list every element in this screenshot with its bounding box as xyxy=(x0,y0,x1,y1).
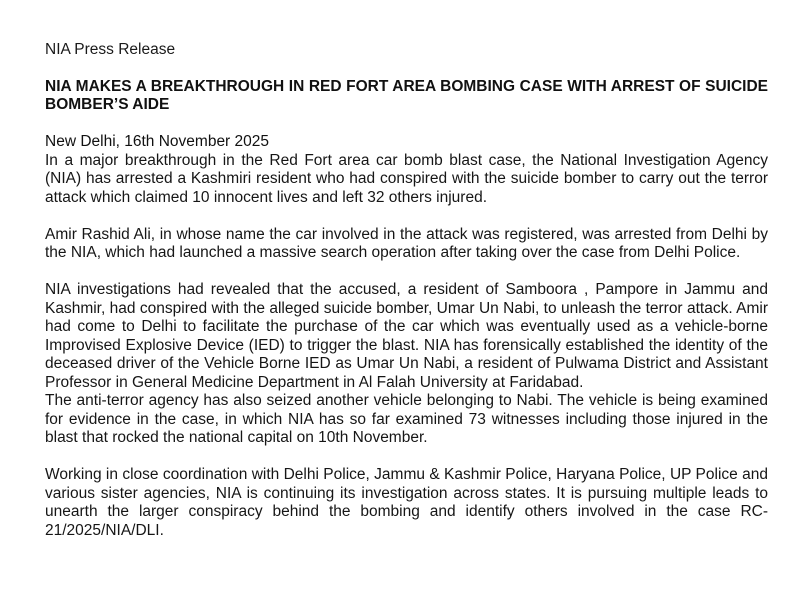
paragraph-3: NIA investigations had revealed that the accused, a resident of Samboora , Pampore in Jammu and Kashmir, had conspired with the alleged suicide bomber, Umar Un Nabi, to unleash the terror attack. Amir had come to Delhi to facilitate the purchase of the car which was eventually used as a vehicle-borne Improvised Explosive Device (IED) to trigger the blast. NIA has forensically established the identity of the deceased driver of the Vehicle Borne IED as Umar Un Nabi, a resident of Pulwama District and Assistant Professor in General Medicine Department in Al Falah University at Faridabad. xyxy=(45,281,768,391)
paragraph-1: In a major breakthrough in the Red Fort area car bomb blast case, the National Investigation Agency (NIA) has arrested a Kashmiri resident who had conspired with the suicide bomber to carry out the terror attack which claimed 10 innocent lives and left 32 others injured. xyxy=(45,151,768,206)
paragraph-5: Working in close coordination with Delhi Police, Jammu & Kashmir Police, Haryana Police, UP Police and various sister agencies, NIA is continuing its investigation across states. It is pursuing multiple leads to unearth the larger conspiracy behind the bombing and identify others involved in the case RC-21/2025/NIA/DLI. xyxy=(45,466,768,539)
press-release-document xyxy=(45,40,768,540)
headline: NIA MAKES A BREAKTHROUGH IN RED FORT AREA BOMBING CASE WITH ARREST OF SUICIDE BOMBER’S AIDE xyxy=(45,78,768,113)
document-label: NIA Press Release xyxy=(45,41,176,58)
paragraph-4: The anti-terror agency has also seized another vehicle belonging to Nabi. The vehicle is being examined for evidence in the case, in which NIA has so far examined 73 witnesses including those injured in the blast that rocked the national capital on 10th November. xyxy=(45,392,768,446)
paragraph-2: Amir Rashid Ali, in whose name the car involved in the attack was registered, was arrested from Delhi by the NIA, which had launched a massive search operation after taking over the case from Delhi Police. xyxy=(45,225,768,261)
dateline: New Delhi, 16th November 2025 xyxy=(45,133,270,150)
